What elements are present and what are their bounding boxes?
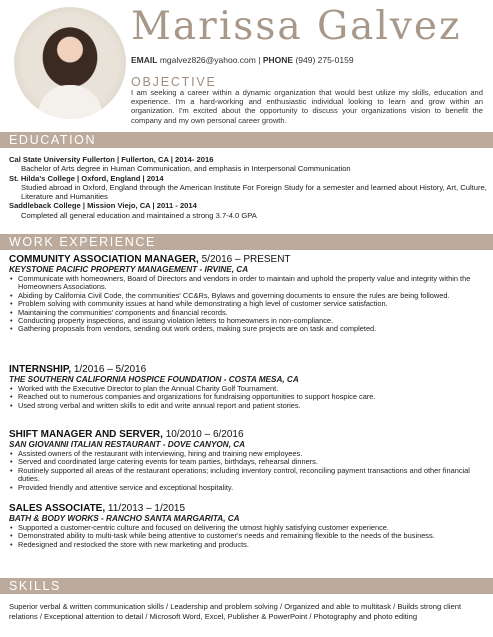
email-address: mgalvez826@yahoo.com (159, 55, 256, 65)
job-entry (9, 364, 487, 410)
skills-band (0, 578, 493, 594)
job-bullet: • Conducting property inspections, and issuing violation letters to homeowners in non-compliance. (9, 317, 487, 325)
job-bullet: • Reached out to numerous companies and organizations for fundraising opportunities to support hospice care. (9, 393, 487, 401)
job-dates: 1/2016 – 5/2016 (73, 364, 147, 375)
job-bullet: • Problem solving with community issues at hand while demonstrating a high level of customer service satisfaction. (9, 300, 487, 308)
job-dates: 5/2016 – PRESENT (201, 254, 291, 265)
job-bullet: • Redesigned and restocked the store with new marketing and products. (9, 541, 487, 549)
job-company: BATH & BODY WORKS - RANCHO SANTA MARGARITA, CA (9, 514, 240, 523)
job-dates: 11/2013 – 1/2015 (107, 503, 186, 514)
job-bullet: • Abiding by California Civil Code, the communities' CC&Rs, Bylaws and governing documents to ensure the rules are being followed. (9, 292, 487, 300)
job-bullets (9, 275, 487, 334)
profile-photo (14, 7, 126, 119)
job-bullets (9, 385, 487, 410)
job-title-line (9, 254, 487, 265)
photo-figure (38, 85, 102, 119)
job-bullets (9, 450, 487, 492)
job-entry (9, 429, 487, 492)
job-entry (9, 254, 487, 334)
job-bullet: • Routinely supported all areas of the restaurant operations; including inventory control, reconciling payment transactions and other financial duties. (9, 467, 487, 484)
job-bullets (9, 524, 487, 549)
education-detail: Bachelor of Arts degree in Human Communication, and emphasis in Interpersonal Communication (21, 164, 351, 174)
education-detail: Studied abroad in Oxford, England through the American Institute For Foreign Study for a semester and learned about History, Art, Culture, Literature and Humanities (21, 182, 487, 202)
objective-text: I am seeking a career within a dynamic organization that would best utilize my skills, education and experience. I'm a hard-working and enthusiastic individual looking to learn and grow within an organization. I'm excited about the opportunity to discuss your organizations vision to benefit the company and my own personal career growth. (131, 88, 483, 125)
experience-heading: WORK EXPERIENCE (9, 235, 156, 249)
job-dates: 10/2010 – 6/2016 (165, 429, 244, 440)
phone-label: PHONE (262, 55, 294, 65)
job-bullet: • Worked with the Executive Director to plan the Annual Charity Golf Tournament. (9, 385, 487, 393)
job-bullet: • Served and coordinated large catering events for team parties, birthdays, rehearsal dinners. (9, 458, 487, 466)
job-title: INTERNSHIP, (9, 364, 72, 375)
job-bullet: • Communicate with homeowners, Board of Directors and vendors in order to maintain and uphold the property value and integrity within the Homeowners Associations. (9, 275, 487, 292)
education-heading: EDUCATION (9, 133, 97, 147)
job-company: KEYSTONE PACIFIC PROPERTY MANAGEMENT - IRVINE, CA (9, 265, 249, 274)
objective-heading: OBJECTIVE (131, 75, 217, 89)
skills-text: Superior verbal & written communication skills / Leadership and problem solving / Organized and able to multitask / Builds strong client relations / Exceptional attention to detail / Microsoft Word, Excel, Publisher & PowerPoint / Photography and photo editing (9, 602, 462, 621)
experience-band (0, 234, 493, 250)
job-title: SALES ASSOCIATE, (9, 503, 106, 514)
job-bullet: • Used strong verbal and written skills to edit and write annual report and patient stories. (9, 402, 487, 410)
email-label: EMAIL (131, 55, 158, 65)
education-school: Saddleback College | Mission Viejo, CA | 2011 - 2014 (9, 201, 197, 211)
job-entry (9, 503, 487, 549)
phone-number: (949) 275-0159 (295, 55, 354, 65)
job-company: SAN GIOVANNI ITALIAN RESTAURANT - DOVE CANYON, CA (9, 440, 246, 449)
job-bullet: • Assisted owners of the restaurant with interviewing, hiring and training new employees. (9, 450, 487, 458)
job-title: COMMUNITY ASSOCIATION MANAGER, (9, 254, 199, 265)
job-bullet: • Provided friendly and attentive service and exceptional hospitality. (9, 484, 487, 492)
job-company: THE SOUTHERN CALIFORNIA HOSPICE FOUNDATION - COSTA MESA, CA (9, 375, 299, 384)
resume-name: Marissa Galvez (131, 4, 462, 49)
job-title-line (9, 503, 487, 514)
education-school: St. Hilda's College | Oxford, England | 2014 (9, 173, 164, 183)
skills-heading: SKILLS (9, 579, 61, 593)
job-title-line (9, 429, 487, 440)
contact-separator: | (258, 55, 261, 65)
contact-line (131, 55, 354, 65)
education-detail: Completed all general education and maintained a strong 3.7-4.0 GPA (21, 210, 257, 220)
job-bullet: • Maintaining the communities' components and financial records. (9, 309, 487, 317)
education-school: Cal State University Fullerton | Fullerton, CA | 2014- 2016 (9, 155, 214, 164)
education-section (9, 155, 487, 220)
job-title-line (9, 364, 487, 375)
job-bullet: • Supported a customer-centric culture and focused on delivering the utmost highly satisfying customer experience. (9, 524, 487, 532)
job-bullet: • Demonstrated ability to multi-task while being attentive to customer's needs and remaining flexible to the needs of the business. (9, 532, 487, 540)
education-band (0, 132, 493, 148)
job-bullet: • Gathering proposals from vendors, sending out work orders, making sure projects are on task and completed. (9, 325, 487, 333)
job-title: SHIFT MANAGER AND SERVER, (9, 429, 163, 440)
